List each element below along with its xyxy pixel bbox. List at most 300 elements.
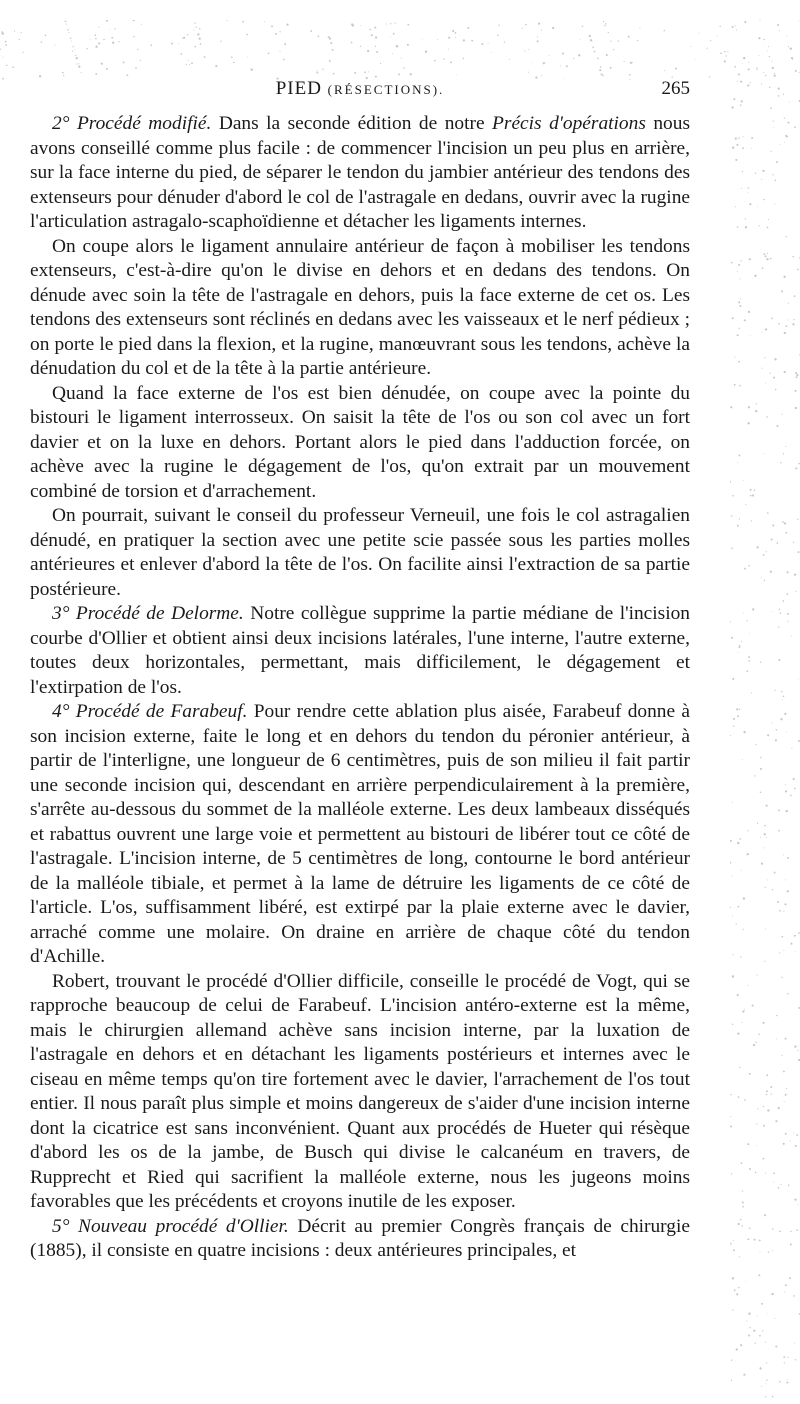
scan-speckle-dot [785,879,786,880]
scan-speckle-dot [736,144,738,146]
scan-speckle-dot [750,82,751,83]
scan-speckle-dot [754,275,756,277]
scan-speckle-dot [742,1190,743,1191]
scan-speckle-dot [771,538,773,540]
scan-speckle-top [0,20,800,80]
scan-speckle-dot [189,64,190,65]
scan-speckle-dot [471,40,473,42]
scan-speckle-dot [764,580,765,581]
scan-speckle-dot [747,85,749,87]
scan-speckle-dot [794,1045,796,1047]
scan-speckle-dot [374,26,376,28]
scan-speckle-dot [397,45,398,46]
scan-speckle-dot [747,1143,749,1145]
scan-speckle-dot [776,161,778,163]
scan-speckle-dot [67,29,69,31]
scan-speckle-dot [760,757,761,758]
scan-speckle-dot [759,1367,761,1369]
scan-speckle-dot [744,21,746,23]
scan-speckle-dot [747,853,749,855]
scan-speckle-dot [787,993,789,995]
scan-speckle-dot [785,532,787,534]
paragraph-nouveau-procede-ollier [30,1215,690,1264]
scan-speckle-dot [741,260,742,261]
scan-speckle-dot [199,28,201,30]
scan-speckle-dot [351,23,353,25]
scan-speckle-dot [755,173,756,174]
scan-speckle-dot [730,1243,732,1245]
scan-speckle-dot [739,1067,740,1068]
scan-speckle-dot [752,608,754,610]
scan-speckle-dot [755,1042,757,1044]
scan-speckle-dot [730,840,732,842]
scan-speckle-dot [781,691,783,693]
scan-speckle-dot [759,225,760,226]
scan-speckle-dot [738,652,739,653]
scan-speckle-dot [524,50,525,51]
scan-speckle-dot [762,368,763,369]
scan-speckle-dot [792,256,794,258]
scan-speckle-dot [780,612,781,613]
scan-speckle-dot [771,1293,773,1295]
scan-speckle-dot [779,952,780,953]
scan-speckle-dot [322,69,323,70]
scan-speckle-dot [737,842,739,844]
running-head-subtitle: (RÉSECTIONS). [327,82,445,97]
scan-speckle-dot [769,372,770,373]
scan-speckle-dot [73,46,74,47]
scan-speckle-dot [775,389,776,390]
scan-speckle-dot [791,57,793,59]
scan-speckle-dot [795,951,796,952]
scan-speckle-dot [367,50,369,52]
scan-speckle-dot [140,60,141,61]
book-title: Précis d'opérations [492,113,646,134]
scan-speckle-dot [765,1342,766,1343]
scan-speckle-dot [739,518,740,519]
scan-speckle-dot [748,406,750,408]
scan-speckle-dot [549,55,550,56]
scan-speckle-dot [193,29,194,30]
scan-speckle-dot [781,1055,782,1056]
scan-speckle-dot [739,385,741,387]
scan-speckle-dot [740,956,741,957]
scan-speckle-dot [538,22,540,24]
scan-speckle-dot [763,554,765,556]
scan-speckle-dot [740,104,742,106]
scan-speckle-dot [72,51,73,52]
scan-speckle-dot [759,1335,761,1337]
scan-speckle-dot [699,32,700,33]
scan-speckle-dot [732,678,734,680]
scan-speckle-dot [197,33,199,35]
scan-speckle-dot [746,1320,747,1321]
scan-speckle-dot [328,36,330,38]
scan-speckle-dot [95,34,97,36]
scan-speckle-dot [589,35,591,37]
scan-speckle-dot [247,56,248,57]
scan-speckle-dot [738,1223,740,1225]
scan-speckle-dot [738,301,740,303]
scan-speckle-dot [785,446,786,447]
scan-speckle-dot [765,887,766,888]
scan-speckle-dot [763,253,765,255]
scan-speckle-dot [758,37,760,39]
scan-speckle-dot [754,489,756,491]
scan-speckle-dot [744,1099,746,1101]
scan-speckle-dot [790,1244,792,1246]
scan-speckle-dot [98,42,100,44]
scan-speckle-dot [95,73,97,75]
scan-speckle-dot [786,810,788,812]
scan-speckle-dot [86,48,87,49]
scan-speckle-dot [783,1356,785,1358]
scan-speckle-dot [425,51,427,53]
scan-speckle-dot [403,67,404,68]
scan-speckle-dot [785,1133,787,1135]
scan-speckle-dot [750,495,752,497]
scan-speckle-dot [761,332,762,333]
scan-speckle-dot [407,24,409,26]
scan-speckle-dot [757,1108,758,1109]
scan-speckle-dot [766,258,768,260]
scan-speckle-dot [763,72,764,73]
scan-speckle-dot [773,1182,774,1183]
scan-speckle-dot [767,227,769,229]
scan-speckle-dot [541,30,542,31]
scan-speckle-dot [737,715,739,717]
scan-speckle-dot [188,60,189,61]
scan-speckle-dot [730,1116,731,1117]
scan-speckle-dot [774,358,776,360]
scan-speckle-dot [332,49,334,51]
scan-speckle-dot [776,1015,778,1017]
scan-speckle-dot [739,279,740,280]
scan-speckle-dot [787,122,789,124]
scan-speckle-dot [455,37,456,38]
scan-speckle-dot [790,943,792,945]
scan-speckle-dot [45,35,47,37]
scan-speckle-dot [582,25,584,27]
scan-speckle-dot [400,57,401,58]
scan-speckle-dot [543,62,545,64]
section-heading: 3° Procédé de Delorme. [52,603,244,624]
scan-speckle-dot [592,47,594,49]
scan-speckle-dot [481,43,483,45]
scan-speckle-dot [731,515,732,516]
scan-speckle-dot [786,593,788,595]
paragraph-text: Pour rendre cette ablation plus aisée, Farabeuf donne à son incision externe, faite le long et en dehors du tendon du péronier antérieur, à partir de l'interligne, une longueur de 6 centimètres, puis de son milieu il fait partir une seconde incision qui, descendant en arrière perpendiculairement à la première, s'arrête au-dessous du sommet de la malléole externe. Les deux lambeaux disséqués et rabattus ouvrent une large voie et permettent au bistouri de libérer tout ce côté de l'astragale. L'incision interne, de 5 centimètres de long, contourne le bord antérieur de la malléole tibiale, et permet à la lame de détruire les ligaments de ce côté de l'article. L'os, suffisamment libéré, est extirpé par la plaie externe avec le davier, arraché comme une molaire. On draine en arrière de chaque côté du tendon d'Achille. [30,701,690,967]
scan-speckle-dot [746,670,748,672]
scan-speckle-dot [738,264,740,266]
scan-speckle-dot [785,135,787,137]
scan-speckle-dot [757,206,758,207]
scan-speckle-dot [795,407,797,409]
scan-speckle-dot [242,21,244,23]
scan-speckle-dot [95,46,97,48]
scan-speckle-dot [748,1335,750,1337]
scan-speckle-dot [779,1381,781,1383]
scan-speckle-dot [133,20,135,21]
scan-speckle-dot [784,903,786,905]
scan-speckle-dot [756,1145,757,1146]
scan-speckle-dot [731,262,733,264]
scan-speckle-dot [765,255,767,257]
scan-speckle-dot [279,31,280,32]
scan-speckle-dot [731,547,733,549]
section-heading: 5° Nouveau procédé d'Ollier. [52,1215,289,1237]
scan-speckle-dot [732,1309,733,1310]
scan-speckle-dot [757,823,758,824]
scan-speckle-dot [731,637,733,639]
scan-speckle-dot [766,805,768,807]
scan-speckle-dot [784,1362,785,1363]
scan-speckle-dot [717,35,718,36]
scan-speckle-dot [794,1343,795,1344]
scan-speckle-dot [737,271,738,272]
scan-speckle-dot [71,41,72,42]
paragraph-text: nous avons conseillé comme plus facile : de commencer l'incision un peu plus en arrière, sur la face interne du pied, de séparer le tendon du jambier antérieur des tendons des extenseurs pour dénuder d'abord le col de l'astragale en dedans, ouvrir avec la rugine l'articulation astragalo-scaphoïdienne et détacher les ligaments internes. [30,113,690,232]
scan-speckle-dot [742,1225,743,1226]
scan-speckle-dot [771,151,772,152]
scan-speckle-dot [761,862,763,864]
scan-speckle-dot [758,1274,760,1276]
scan-speckle-dot [775,1345,777,1347]
scan-speckle-dot [745,1281,746,1282]
scan-speckle-dot [778,323,780,325]
scan-speckle-dot [737,462,738,463]
paragraph-text: Décrit au premier Congrès français de chirurgie (1885), il consiste en quatre incisions : deux antérieures principales, et [30,1215,690,1261]
scan-speckle-dot [109,30,110,31]
scan-speckle-dot [604,25,605,26]
scan-speckle-dot [771,1094,772,1095]
scan-speckle-dot [455,32,457,34]
scan-speckle-dot [407,44,409,46]
scan-speckle-dot [732,317,734,319]
scan-speckle-dot [448,49,449,50]
scan-speckle-dot [467,27,469,29]
scan-speckle-dot [741,1162,743,1164]
scan-speckle-dot [767,512,769,514]
scan-speckle-dot [768,46,769,47]
scan-speckle-dot [333,73,335,75]
scan-speckle-dot [736,708,738,710]
section-heading: 2° Procédé modifié. [52,113,212,134]
scan-speckle-dot [386,24,387,25]
scan-speckle-dot [398,73,400,75]
scan-speckle-dot [65,20,67,22]
scan-speckle-dot [498,24,499,25]
scan-speckle-dot [734,357,735,358]
scan-speckle-dot [784,522,786,524]
scan-speckle-dot [730,1126,732,1128]
scan-speckle-dot [752,494,754,496]
scan-speckle-dot [639,28,640,29]
scan-speckle-dot [742,136,743,137]
scan-speckle-dot [450,61,452,63]
scan-speckle-dot [751,520,752,521]
scan-speckle-dot [748,62,749,63]
scan-speckle-dot [787,319,788,320]
scan-speckle-dot [380,63,381,64]
page-header [30,78,690,108]
scan-speckle-dot [786,1088,787,1089]
scan-speckle-dot [537,36,538,37]
scan-speckle-dot [747,620,748,621]
scan-speckle-dot [790,1140,791,1141]
scan-speckle-dot [376,51,378,53]
scan-speckle-dot [794,935,796,937]
scan-speckle-dot [787,1357,788,1358]
scan-speckle-dot [724,51,725,52]
scan-speckle-dot [768,219,769,220]
scan-speckle-dot [730,907,731,908]
scan-speckle-dot [106,20,108,22]
scan-speckle-dot [763,1022,765,1024]
scan-speckle-dot [200,43,202,45]
scan-speckle-dot [765,383,766,384]
scan-speckle-dot [410,73,412,75]
scan-speckle-dot [795,1145,797,1147]
scan-speckle-dot [784,142,785,143]
scan-speckle-dot [795,390,797,392]
scan-speckle-dot [720,52,722,54]
scan-speckle-dot [742,759,743,760]
scan-speckle-dot [268,53,270,55]
scan-speckle-dot [785,1284,787,1286]
scan-speckle-dot [784,713,786,715]
scan-speckle-dot [745,226,747,228]
scan-speckle-dot [194,22,195,23]
scan-speckle-dot [733,718,735,720]
scan-speckle-dot [756,1123,757,1124]
scan-speckle-dot [760,661,761,662]
scan-speckle-dot [180,53,182,55]
scan-speckle-dot [793,778,795,780]
scan-speckle-dot [753,1330,755,1332]
scan-speckle-dot [112,42,114,44]
scan-speckle-dot [80,72,81,73]
scan-speckle-dot [743,929,744,930]
scan-speckle-dot [12,67,13,68]
scan-speckle-dot [783,453,784,454]
scan-speckle-dot [739,1256,740,1257]
scan-speckle-dot [755,410,757,412]
scan-speckle-dot [741,641,742,642]
scan-speckle-dot [603,21,604,22]
scan-speckle-dot [765,929,766,930]
scan-speckle-dot [763,847,764,848]
scan-speckle-dot [390,36,391,37]
scan-speckle-dot [664,30,665,31]
scan-speckle-dot [784,371,786,373]
scan-speckle-dot [756,1316,757,1317]
scan-speckle-dot [772,611,773,612]
scan-speckle-dot [264,21,265,22]
scan-speckle-dot [731,516,732,517]
scan-speckle-dot [329,60,331,62]
scan-speckle-dot [246,34,248,36]
scan-speckle-dot [784,1292,785,1293]
scan-speckle-dot [755,1342,756,1343]
scan-speckle-dot [732,146,734,148]
scan-speckle-dot [779,910,781,912]
scan-speckle-dot [731,876,732,877]
scan-speckle-dot [537,40,539,42]
scan-speckle-dot [251,69,253,71]
scan-speckle-dot [766,416,768,418]
scan-speckle-dot [796,376,798,378]
scan-speckle-dot [735,138,737,140]
scan-speckle-margin [730,60,800,1400]
scan-speckle-dot [766,1074,768,1076]
scan-speckle-dot [737,994,739,996]
scan-speckle-dot [776,1038,777,1039]
scan-speckle-dot [90,39,91,40]
scan-speckle-dot [392,53,393,54]
scan-speckle-dot [760,837,761,838]
scan-speckle-dot [767,253,768,254]
scan-speckle-dot [732,26,734,28]
scan-speckle-dot [605,23,606,24]
scan-speckle-dot [796,1134,798,1136]
scan-speckle-dot [785,790,787,792]
scan-speckle-dot [748,1313,750,1315]
scan-speckle-dot [749,660,751,662]
scan-speckle-dot [98,27,99,28]
scan-speckle-dot [541,75,542,76]
scan-speckle-dot [765,75,766,76]
scan-speckle-dot [781,414,782,415]
scan-speckle-dot [769,56,770,57]
scan-speckle-dot [742,147,744,149]
scan-speckle-dot [118,41,119,42]
scan-speckle-dot [797,1050,798,1051]
scan-speckle-dot [798,679,799,680]
scan-speckle-dot [772,1250,773,1251]
scan-speckle-dot [573,58,574,59]
scan-speckle-dot [734,384,736,386]
scan-speckle-dot [772,889,773,890]
scan-speckle-dot [796,374,798,376]
scan-speckle-dot [730,862,731,864]
scan-speckle-dot [733,1240,734,1241]
paragraph-text: Dans la seconde édition de notre [211,113,493,134]
scan-speckle-dot [610,40,611,41]
scan-speckle-dot [437,39,438,40]
body-text [30,112,690,1264]
scan-speckle-dot [748,985,749,986]
scan-speckle-dot [730,406,732,408]
scan-speckle-dot [787,621,788,622]
scan-speckle-dot [19,39,20,40]
scan-speckle-dot [733,1249,735,1251]
scan-speckle-dot [123,61,125,63]
scan-speckle-dot [787,1379,788,1380]
scan-speckle-dot [579,39,580,40]
scan-speckle-dot [738,1287,740,1289]
scan-speckle-dot [756,975,757,976]
scan-speckle-dot [443,58,444,59]
scan-speckle-dot [788,1184,790,1186]
scan-speckle-dot [736,1348,738,1350]
scan-speckle-dot [737,334,739,336]
scan-speckle-dot [733,954,734,955]
scan-speckle-dot [797,269,799,271]
scan-speckle-dot [767,880,768,881]
scan-speckle-dot [744,568,746,570]
scan-speckle-dot [736,1293,738,1295]
